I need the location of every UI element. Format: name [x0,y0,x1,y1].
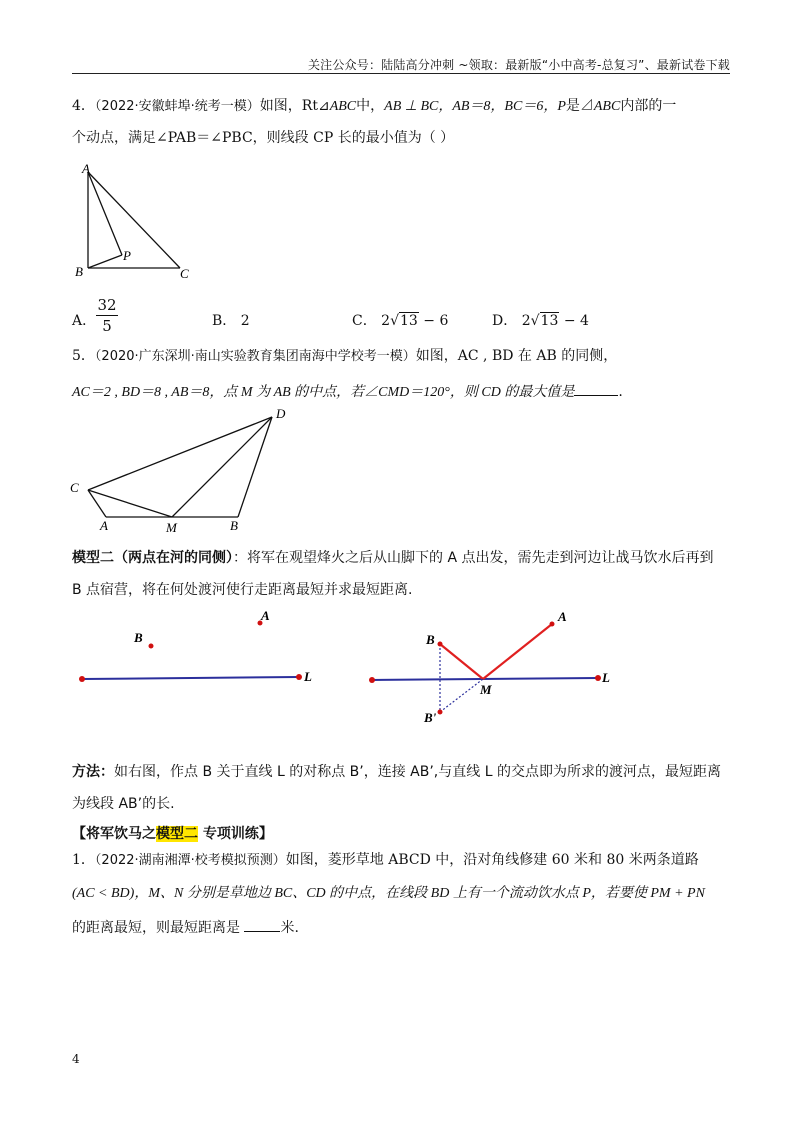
model2-left-figure [72,604,332,694]
q5-line2 [72,382,623,403]
q4-label-c: C [180,266,189,281]
q5-number: 5． [72,348,95,364]
q4-option-d-radicand: 13 [540,313,559,329]
q1-answer-blank[interactable] [244,918,280,932]
q1-text-c: 的距离最短，则最短距离是 [72,920,245,936]
q5-answer-blank[interactable] [574,382,618,396]
training-highlight: 模型二 [156,826,198,842]
training-post: 专项训练】 [198,826,273,842]
training-heading [72,824,273,844]
q4-option-a-numerator: 32 [97,296,117,314]
q4-line2: 个动点，满足∠PAB＝∠PBC，则线段 CP 长的最小值为（ ） [72,130,455,146]
q5-source: （2020·广东深圳·南山实验教育集团南海中学校考一模） [94,349,416,364]
model2-line2: B 点宿营，将在何处渡河使行走距离最短并求最短距离. [72,582,413,598]
right-label-a: A [558,609,567,624]
q4-source: （2022·安徽蚌埠·统考一模） [94,99,260,114]
q1-source: （2022·湖南湘潭·校考模拟预测） [94,853,286,868]
q4-option-c-coeff: 2 [381,313,391,329]
model2-title: 模型二（两点在河的同侧） [72,550,233,566]
q4-option-c: C． 2√13 − 6 [352,313,449,329]
q4-option-a-denominator: 5 [102,317,112,335]
method-text1: 如右图，作点 B 关于直线 L 的对称点 B’，连接 AB’,与直线 L 的交点即为所求的渡河点，最短距离 [114,764,721,780]
q4-option-b: B． 2 [212,313,250,329]
q5-label-m: M [166,520,177,535]
q1-line2: (AC < BD)，M、N 分别是草地边 BC、CD 的中点，在线段 BD 上有一个流动饮水点 P，若要使 PM + PN [72,886,705,901]
q4-text-f: 内部的一 [620,98,677,114]
q4-triangle-name: ABC [329,99,357,114]
method-line2: 为线段 AB’的长. [72,796,175,812]
q5-period: . [618,384,623,400]
left-label-l: L [304,669,312,684]
q4-line1: 4．（2022·安徽蚌埠·统考一模）如图，Rt⊿ABC中，AB ⊥ BC，AB＝8，BC＝6，P是⊿ABC内部的一 [72,98,677,114]
left-label-b: B [134,630,143,645]
page-header: 关注公众号：陆陆高分冲刺 ~领取：最新版“小中高考-总复习”、最新试卷下载 [307,58,730,72]
left-label-a: A [261,608,270,623]
q4-triangle-figure [72,160,202,282]
q4-triangle-name-2: ABC [593,99,621,114]
q5-condition: AC＝2 , BD＝8 , AB＝8，点 M 为 AB 的中点，若∠CMD＝120°，则 CD 的最大值是 [72,385,575,400]
method-label: 方法： [72,764,114,780]
q4-text-a: 如图，Rt [259,98,318,114]
q4-option-d-label: D． [492,313,518,329]
q1-text-a: 如图，菱形草地 ABCD 中，沿对角线修建 60 米和 80 米两条道路 [285,852,699,868]
q4-number: 4． [72,98,95,114]
q5-label-c: C [70,480,79,495]
q4-label-p: P [123,248,131,263]
training-pre: 【将军饮马之 [72,826,156,842]
q4-label-a: A [82,161,90,176]
q1-line1 [72,850,699,871]
q4-option-d: D． 2√13 − 4 [492,313,589,329]
q5-line1 [72,346,617,367]
q4-condition: AB ⊥ BC，AB＝8，BC＝6，P [384,99,566,114]
q4-option-c-label: C． [352,313,377,329]
q5-label-b: B [230,518,238,533]
q4-text-c: 中， [356,98,385,114]
q4-option-c-radicand: 13 [400,313,418,329]
q4-option-d-tail: − 4 [563,313,589,329]
q4-option-a-label: A． [72,313,97,329]
q4-option-d-coeff: 2 [521,313,531,329]
q5-text-a: 如图，AC , BD 在 AB 的同侧， [415,348,618,364]
right-label-bprime: B' [424,710,437,725]
q5-label-d: D [276,406,286,421]
model2-right-figure [362,604,622,730]
q5-label-a: A [100,518,108,533]
q4-text-d: 是 [565,98,580,114]
q4-option-c-tail: − 6 [423,313,449,329]
method-line1 [72,762,721,782]
q5-figure [66,402,296,538]
q1-number: 1． [72,852,95,868]
q1-text-d: 米. [280,920,299,936]
q4-option-a-fraction [96,296,118,335]
header-rule [72,73,730,74]
q1-line3 [72,918,299,938]
page-number: 4 [72,1052,80,1066]
right-label-b: B [426,632,435,647]
model2-text1: ：将军在观望烽火之后从山脚下的 A 点出发，需先走到河边让战马饮水后再到 [233,550,714,566]
right-label-l: L [602,670,610,685]
right-label-m: M [480,682,492,697]
q4-label-b: B [75,264,83,279]
model2-line1 [72,548,713,568]
